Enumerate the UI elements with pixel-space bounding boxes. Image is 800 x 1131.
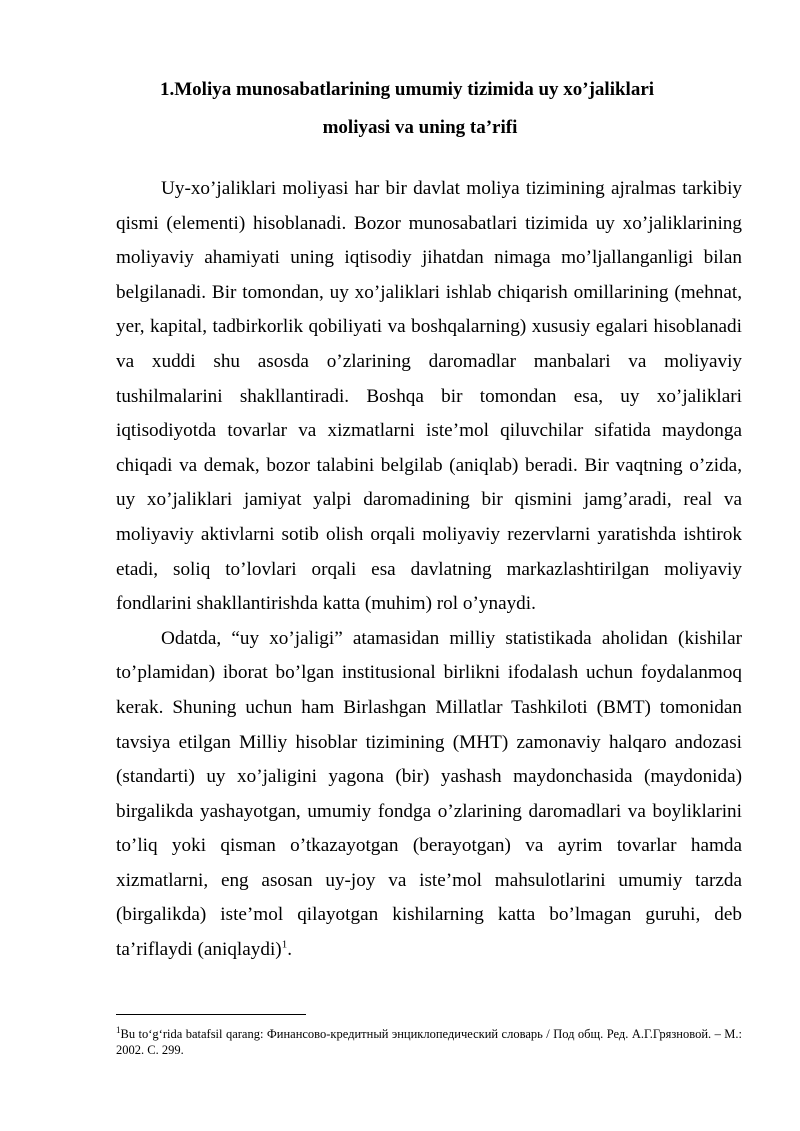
paragraph-2-text: Odatda, “uy xo’jaligi” atamasidan milliy statistikada aholidan (kishilar to’plamidan) iborat bo’lgan institusional birlikni ifodalash uchun foydalanmoq kerak. Shuning uchun ham Birlashgan Millatlar Tashkiloti (BMT) tomonidan tavsiya etilgan Milliy hisoblar tizimining (MHT) zamonaviy halqaro andozasi (standarti) uy xo’jaligini yagona (bir) yashash maydonchasida (maydonida) birgalikda yashayotgan, umumiy fondga o’zlarining daromadlari va boyliklarini to’liq yoki qisman o’tkazayotgan (berayotgan) va ayrim tovarlar hamda xizmatlarni, eng asosan uy-joy va iste’mol mahsulotlarini umumiy tarzda (birgalikda) iste’mol qilayotgan kishilarning katta bo’lmagan guruhi, deb ta’riflaydi (aniqlaydi) xyxy=(116,627,742,961)
footnote-marker: 1 xyxy=(116,1025,121,1035)
heading-line-2: moliyasi va uning taʼrifi xyxy=(322,117,518,138)
footnote-divider xyxy=(116,1014,306,1015)
body-text xyxy=(116,172,742,968)
footnote xyxy=(116,1022,742,1058)
footnote-reference[interactable]: 1 xyxy=(281,938,288,951)
heading-line-1: 1.Moliya munosabatlarining umumiy tizimida uy xoʼjaliklari xyxy=(160,79,655,100)
paragraph-1: Uy-xo’jaliklari moliyasi har bir davlat moliya tizimining ajralmas tarkibiy qismi (elementi) hisoblanadi. Bozor munosabatlari tizimida uy xo’jaliklarining moliyaviy ahamiyati uning iqtisodiy jihatdan nimaga mo’ljallanganligi bilan belgilanadi. Bir tomondan, uy xo’jaliklari ishlab chiqarish omillarining (mehnat, yer, kapital, tadbirkorlik qobiliyati va boshqalarning) xususiy egalari hisoblanadi va xuddi shu asosda o’zlarining daromadlar manbalari va moliyaviy tushilmalarini shakllantiradi. Boshqa bir tomondan esa, uy xo’jaliklari iqtisodiyotda tovarlar va xizmatlarni iste’mol qiluvchilar sifatida maydonga chiqadi va demak, bozor talabini belgilab (aniqlab) beradi. Bir vaqtning o’zida, uy xo’jaliklari jamiyat yalpi daromadining bir qismini jamg’aradi, real va moliyaviy aktivlarni sotib olish orqali moliyaviy rezervlarni yaratishda ishtirok etadi, soliq to’lovlari orqali esa davlatning markazlashtirilgan moliyaviy fondlarini shakllantirishda katta (muhim) rol o’ynaydi. xyxy=(116,178,742,615)
paragraph-2: Odatda, “uy xo’jaligi” atamasidan milliy statistikada aholidan (kishilar to’plamidan) iborat bo’lgan institusional birlikni ifodalash uchun foydalanmoq kerak. Shuning uchun ham Birlashgan Millatlar Tashkiloti (BMT) tomonidan tavsiya etilgan Milliy hisoblar tizimining (MHT) zamonaviy halqaro andozasi (standarti) uy xo’jaligini yagona (bir) yashash maydonchasida (maydonida) birgalikda yashayotgan, umumiy fondga o’zlarining daromadlari va boyliklarini to’liq yoki qisman o’tkazayotgan (berayotgan) va ayrim tovarlar hamda xizmatlarni, eng asosan uy-joy va iste’mol mahsulotlarini umumiy tarzda (birgalikda) iste’mol qilayotgan kishilarning katta bo’lmagan guruhi, deb ta’riflaydi (aniqlaydi)$^1$. xyxy=(116,627,742,961)
footnote-text: Bu to‘g‘rida batafsil qarang: Финансово-кредитный энциклопедический словарь / Под общ. Ред. А.Г.Грязновой. – М.: 2002. С. 299. xyxy=(116,1027,742,1058)
